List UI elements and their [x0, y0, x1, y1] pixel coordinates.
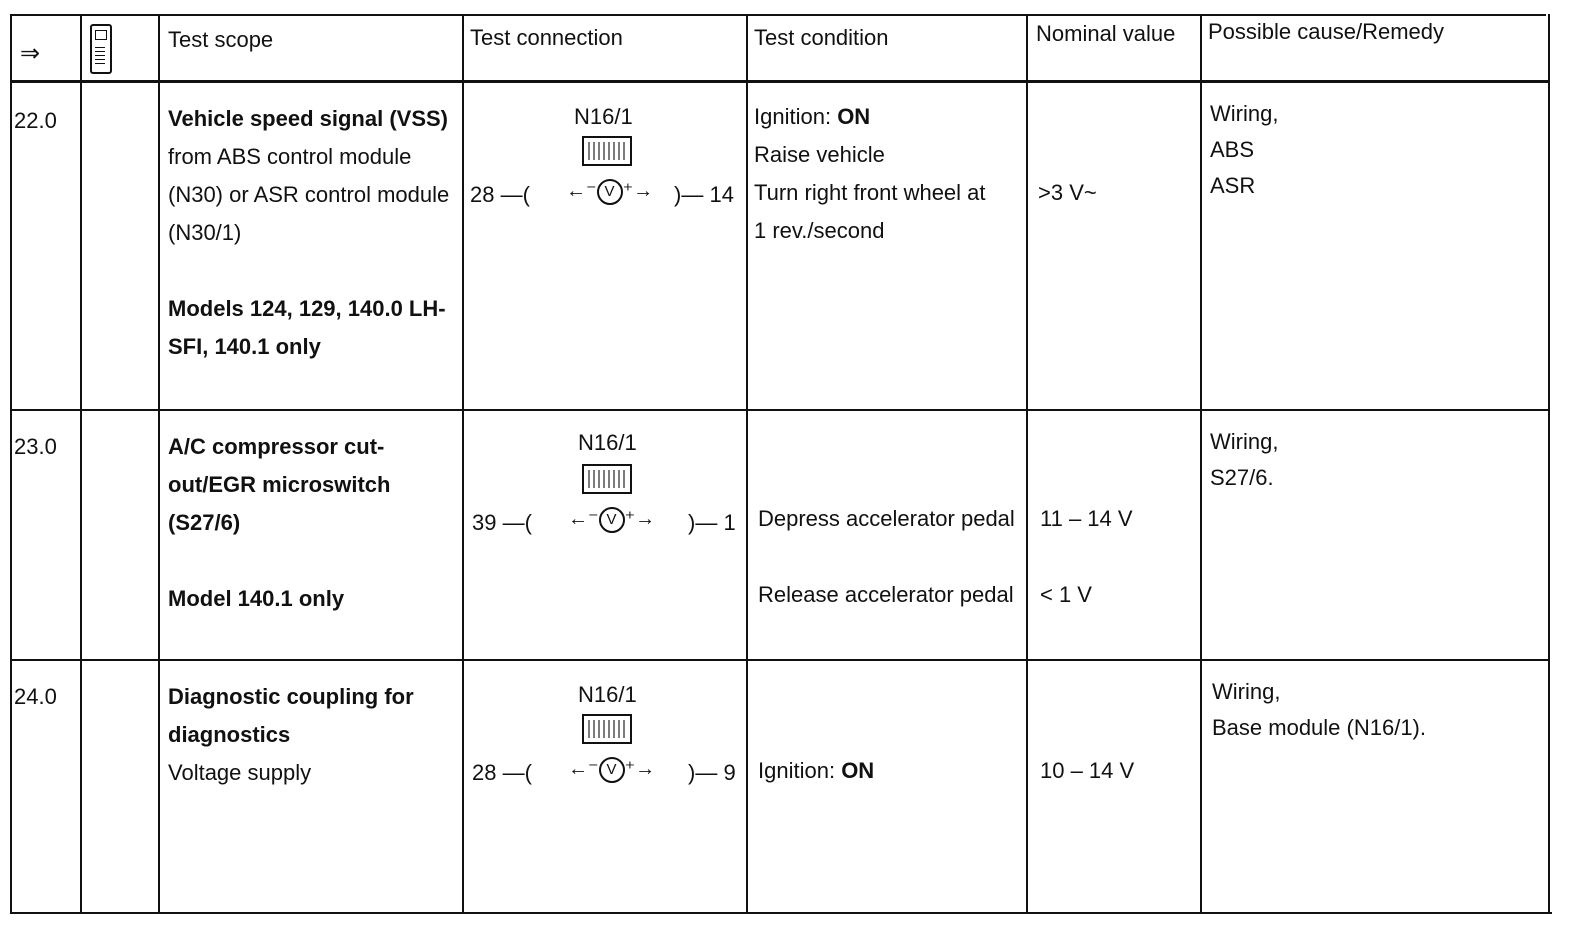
header-possible-cause: Possible cause/Remedy — [1208, 19, 1445, 44]
scope-line: (N30) or ASR control module — [168, 182, 450, 207]
row-divider-1 — [10, 409, 1550, 411]
col-divider-6 — [1200, 14, 1202, 914]
nominal-value: 11 – 14 V — [1040, 506, 1133, 531]
test-scope: A/C compressor cut- out/EGR microswitch (S27/6) Model 140.1 only — [168, 428, 458, 618]
possible-cause: Wiring, S27/6. — [1210, 429, 1279, 490]
header-test-connection: Test connection — [470, 25, 623, 50]
module-label: N16/1 — [578, 430, 637, 455]
test-condition: Ignition: ON — [758, 758, 875, 783]
voltmeter-icon: ←⁻ V ⁺→ — [568, 506, 655, 533]
connector-block-icon — [582, 464, 632, 494]
header-test-scope: Test scope — [168, 27, 274, 52]
condition-line: Raise vehicle — [754, 142, 885, 167]
voltmeter-icon: ←⁻ V ⁺→ — [566, 178, 653, 205]
test-condition — [754, 98, 1024, 250]
scope-title: Vehicle speed signal (VSS) — [168, 106, 448, 131]
test-connection-diagram — [466, 100, 744, 220]
tester-device-icon — [90, 24, 112, 74]
pin-right: )— 1 — [688, 510, 736, 535]
pin-left: 39 —( — [472, 510, 532, 535]
col-divider-5 — [1026, 14, 1028, 914]
condition-line: Turn right front wheel at — [754, 180, 986, 205]
pin-left: 28 —( — [470, 182, 530, 207]
step-number: 22.0 — [14, 108, 57, 133]
condition-ignition: Ignition: ON — [754, 104, 871, 129]
header-arrow: ⇒ — [20, 40, 41, 67]
test-connection-diagram — [466, 426, 744, 546]
condition-line: 1 rev./second — [754, 218, 885, 243]
col-divider-4 — [746, 14, 748, 914]
connector-block-icon — [582, 136, 632, 166]
col-border-right — [1548, 14, 1550, 912]
step-number: 23.0 — [14, 434, 57, 459]
test-scope: Diagnostic coupling for diagnostics Voltage supply — [168, 684, 414, 785]
possible-cause: Wiring, ABS ASR — [1210, 101, 1279, 198]
nominal-value: < 1 V — [1040, 582, 1092, 607]
pin-left: 28 —( — [472, 760, 532, 785]
test-condition: Depress accelerator pedal — [758, 506, 1015, 531]
nominal-value: 10 – 14 V — [1040, 758, 1135, 783]
col-divider-3 — [462, 14, 464, 914]
col-divider-2 — [158, 14, 160, 914]
test-scope — [168, 100, 458, 366]
col-border-left — [10, 14, 12, 914]
scope-line: from ABS control module — [168, 144, 412, 169]
header-nominal-value: Nominal value — [1036, 21, 1176, 46]
table-top-border — [10, 14, 1546, 16]
scope-line: (N30/1) — [168, 220, 242, 245]
scope-note: Models 124, 129, 140.0 LH- — [168, 296, 446, 321]
test-condition: Release accelerator pedal — [758, 582, 1014, 607]
step-number: 24.0 — [14, 684, 57, 709]
scope-note: SFI, 140.1 only — [168, 334, 321, 359]
module-label: N16/1 — [578, 682, 637, 707]
table-bottom-border — [10, 912, 1552, 914]
connector-block-icon — [582, 714, 632, 744]
header-test-condition: Test condition — [754, 25, 889, 50]
header-divider — [10, 80, 1550, 83]
pin-right: )— 14 — [674, 182, 734, 207]
module-label: N16/1 — [574, 104, 633, 129]
test-connection-diagram — [466, 678, 744, 798]
nominal-value: >3 V~ — [1038, 180, 1097, 205]
scope-note: Model 140.1 only — [168, 586, 345, 611]
col-divider-1 — [80, 14, 82, 914]
possible-cause: Wiring, Base module (N16/1). — [1212, 679, 1426, 740]
row-divider-2 — [10, 659, 1550, 661]
pin-right: )— 9 — [688, 760, 736, 785]
voltmeter-icon: ←⁻ V ⁺→ — [568, 756, 655, 783]
